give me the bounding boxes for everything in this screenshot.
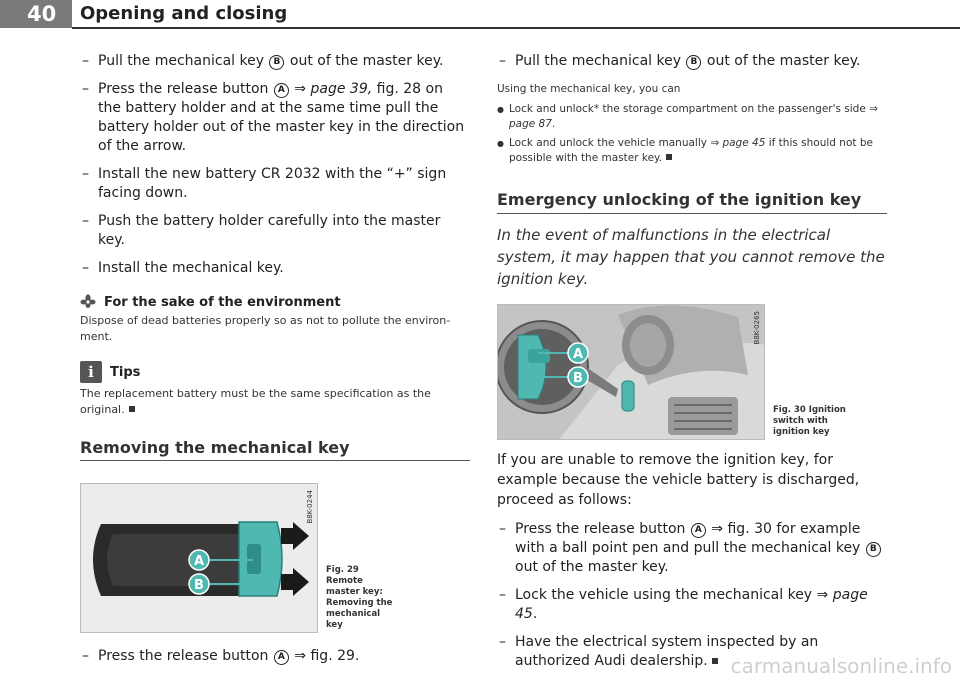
ignition-illustration xyxy=(498,305,765,440)
emergency-intro: In the event of malfunctions in the electrical system, it may happen that you cannot remove the ignition key. xyxy=(497,226,885,288)
step-item: – Install the new battery CR 2032 with the “+” sign facing down. xyxy=(80,165,470,203)
end-mark-icon xyxy=(666,154,672,160)
page-header xyxy=(0,0,960,28)
figure-29 xyxy=(80,483,470,633)
bullet-item: ● Lock and unlock the vehicle manually ⇒ page 45 if this should not be possible with the master key. xyxy=(497,136,887,166)
environment-note-header xyxy=(80,294,470,310)
callout-b: B xyxy=(194,578,204,593)
label-a-badge: A xyxy=(274,650,289,665)
step-item: – Pull the mechanical key B out of the master key. xyxy=(497,52,887,71)
right-column xyxy=(497,52,887,680)
step-item: – Press the release button A ⇒ page 39, fig. 28 on the battery holder and at the same time pull the battery holder out of the master key in the direction of the arrow. xyxy=(80,80,470,156)
label-b-badge: B xyxy=(269,55,284,70)
figure-code: B8K-0244 xyxy=(306,490,314,524)
section-heading-emergency: Emergency unlocking of the ignition key xyxy=(497,190,887,214)
left-column xyxy=(80,52,470,675)
figure-29-image xyxy=(80,483,318,633)
page-link[interactable]: page 45 xyxy=(515,587,868,622)
figure-30-caption: Fig. 30 Ignition switch with ignition key xyxy=(773,405,846,437)
step-item: – Pull the mechanical key B out of the master key. xyxy=(80,52,470,71)
page-number: 40 xyxy=(0,0,72,28)
section-heading-removing-key: Removing the mechanical key xyxy=(80,438,470,461)
leaf-icon xyxy=(80,294,96,310)
section-title: Opening and closing xyxy=(80,3,288,24)
figure-30 xyxy=(497,304,887,440)
tips-note-title: Tips xyxy=(110,364,141,380)
tips-note-header xyxy=(80,361,470,383)
callout-b: B xyxy=(573,371,583,386)
remote-key-illustration xyxy=(81,484,318,633)
bullet-item: ● Lock and unlock* the storage compartment on the passenger's side ⇒ page 87. xyxy=(497,102,887,132)
label-b-badge: B xyxy=(686,55,701,70)
watermark: carmanualsonline.info xyxy=(730,654,952,678)
figure-30-image xyxy=(497,304,765,440)
figure-29-caption: Fig. 29 Remote master key: Removing the mechanical key xyxy=(326,565,393,630)
header-rule xyxy=(72,27,960,29)
label-a-badge: A xyxy=(691,523,706,538)
environment-note-title: For the sake of the environment xyxy=(104,294,341,310)
info-icon: i xyxy=(80,361,102,383)
step-item: – Lock the vehicle using the mechanical key ⇒ page 45. xyxy=(497,586,887,624)
page-link[interactable]: page 39, xyxy=(310,81,373,97)
step-item: – Push the battery holder carefully into the master key. xyxy=(80,212,470,250)
callout-a: A xyxy=(193,554,205,569)
figure-code: B8K-0265 xyxy=(753,311,761,345)
label-b-badge: B xyxy=(866,542,881,557)
step-item: – Install the mechanical key. xyxy=(80,259,470,278)
tips-note-text: The replacement battery must be the same specification as the original. xyxy=(80,387,431,416)
page-link[interactable]: page 87 xyxy=(509,118,552,130)
page-link[interactable]: page 45 xyxy=(722,137,766,149)
step-item: – Have the electrical system inspected by an authorized Audi dealership. xyxy=(497,633,887,671)
step-item: – Press the release button A ⇒ fig. 29. xyxy=(80,647,470,666)
label-a-badge: A xyxy=(274,83,289,98)
usage-intro: Using the mechanical key, you can xyxy=(497,83,681,95)
callout-a: A xyxy=(572,347,584,362)
environment-note-text: Dispose of dead batteries properly so as not to pollute the environ-ment. xyxy=(80,314,451,343)
end-mark-icon xyxy=(129,406,135,412)
step-item: – Press the release button A ⇒ fig. 30 for example with a ball point pen and pull the mechanical key B out of the master key. xyxy=(497,520,887,577)
emergency-paragraph: If you are unable to remove the ignition key, for example because the vehicle battery is discharged, proceed as follows: xyxy=(497,452,860,508)
end-mark-icon xyxy=(712,658,718,664)
